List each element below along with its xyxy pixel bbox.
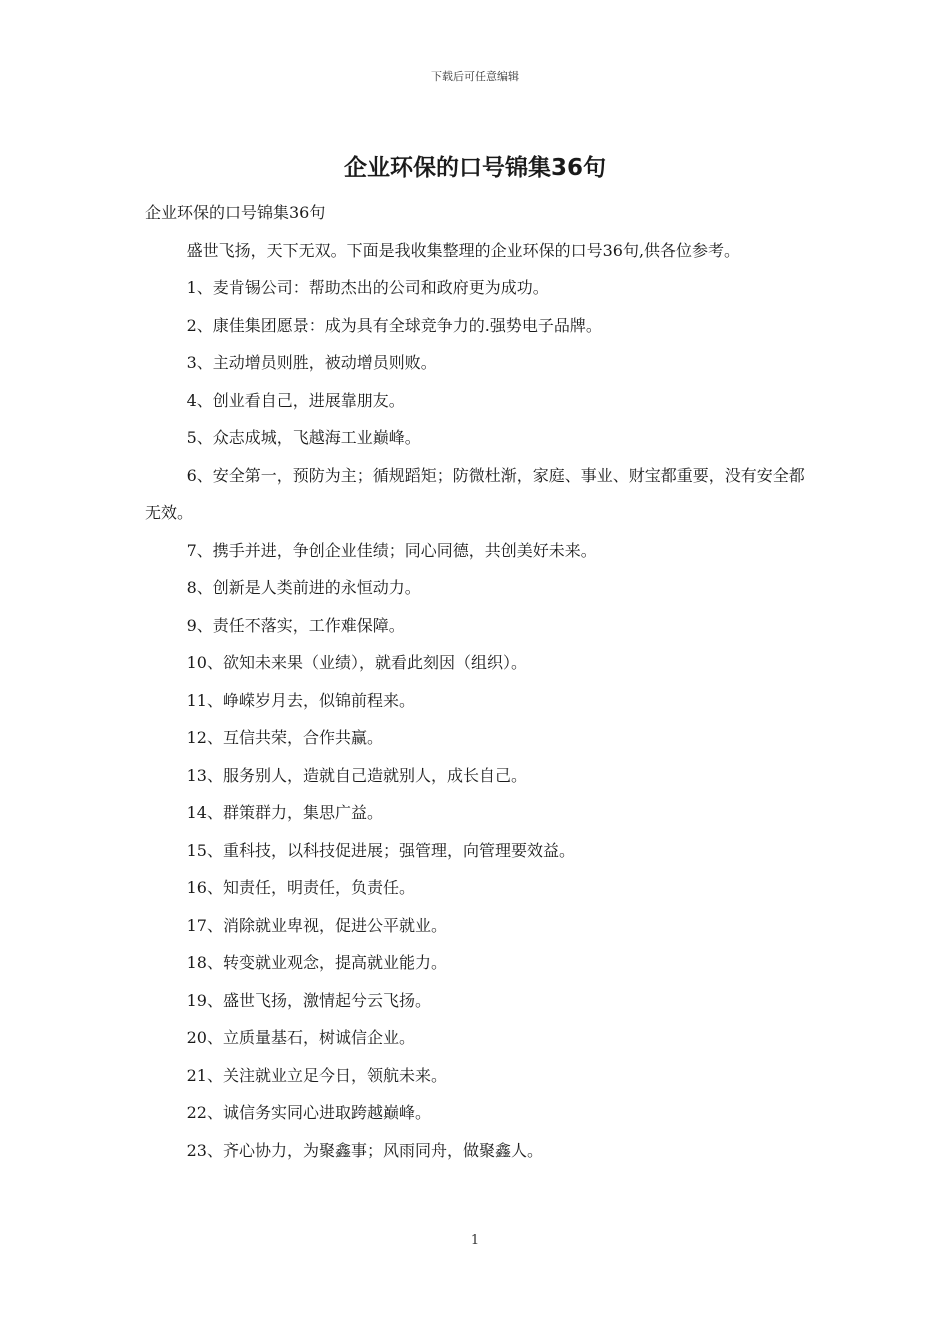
slogan-item-20: 20、立质量基石，树诚信企业。 — [186, 1028, 415, 1047]
slogan-item-12: 12、互信共荣，合作共赢。 — [186, 728, 383, 747]
document-body — [145, 194, 810, 1169]
slogan-item-9: 9、责任不落实，工作难保障。 — [186, 615, 405, 635]
document-title: 企业环保的口号锦集36句 — [343, 155, 606, 181]
slogan-item-16: 16、知责任，明责任，负责任。 — [186, 878, 415, 897]
slogan-item-18: 18、转变就业观念，提高就业能力。 — [186, 953, 447, 972]
slogan-item-22: 22、诚信务实同心进取跨越巅峰。 — [186, 1103, 431, 1122]
slogan-item-1: 1、麦肯锡公司：帮助杰出的公司和政府更为成功。 — [186, 278, 549, 297]
slogan-item-4: 4、创业看自己，进展靠朋友。 — [186, 390, 405, 410]
slogan-item-11: 11、峥嵘岁月去，似锦前程来。 — [186, 690, 415, 710]
slogan-item-14: 14、群策群力，集思广益。 — [186, 803, 383, 822]
subtitle-line: 企业环保的口号锦集36句 — [145, 203, 326, 222]
slogan-item-3: 3、主动增员则胜，被动增员则败。 — [186, 353, 437, 372]
slogan-item-7: 7、携手并进，争创企业佳绩；同心同德，共创美好未来。 — [186, 540, 597, 560]
slogan-item-23: 23、齐心协力，为聚鑫事；风雨同舟，做聚鑫人。 — [186, 1140, 543, 1160]
slogan-item-15: 15、重科技，以科技促进展；强管理，向管理要效益。 — [186, 840, 575, 860]
slogan-item-10: 10、欲知未来果（业绩），就看此刻因（组织）。 — [186, 653, 527, 672]
slogan-item-13: 13、服务别人，造就自己造就别人，成长自己。 — [186, 765, 527, 785]
slogan-item-2: 2、康佳集团愿景：成为具有全球竞争力的.强势电子品牌。 — [186, 315, 602, 335]
slogan-item-17: 17、消除就业卑视，促进公平就业。 — [186, 915, 447, 935]
slogan-item-19: 19、盛世飞扬，激情起兮云飞扬。 — [186, 990, 431, 1010]
slogan-item-8: 8、创新是人类前进的永恒动力。 — [186, 578, 421, 597]
slogan-item-6: 6、安全第一，预防为主；循规蹈矩；防微杜渐，家庭、事业、财宝都重要，没有安全都无效。 — [145, 465, 805, 522]
header-note: 下载后可任意编辑 — [431, 70, 519, 83]
slogan-item-5: 5、众志成城，飞越海工业巅峰。 — [186, 428, 421, 447]
slogan-item-21: 21、关注就业立足今日，领航未来。 — [186, 1065, 447, 1085]
page-number: 1 — [470, 1233, 480, 1248]
intro-paragraph: 盛世飞扬，天下无双。下面是我收集整理的企业环保的口号36句,供各位参考。 — [186, 240, 741, 260]
